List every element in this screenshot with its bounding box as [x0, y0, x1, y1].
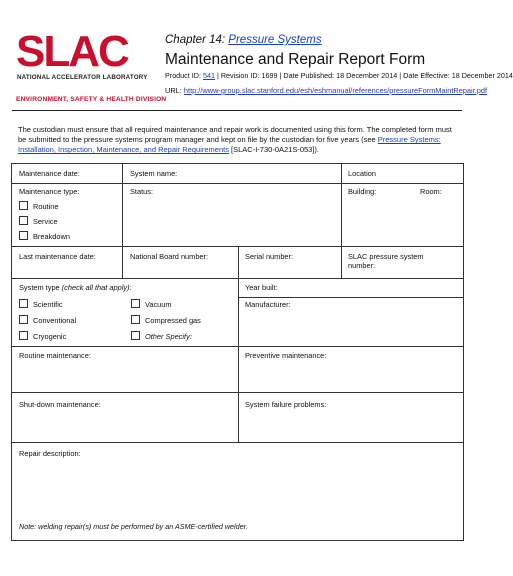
serial-number-label: Serial number:	[245, 252, 294, 261]
system-type-colon: :	[129, 283, 132, 292]
checkbox-label: Service	[33, 217, 58, 226]
url-link[interactable]: http://www-group.slac.stanford.edu/esh/eshmanual/references/pressureFormMaintRepair.pdf	[183, 86, 488, 95]
checkbox-box[interactable]	[19, 315, 28, 324]
checkbox-box[interactable]	[131, 331, 140, 340]
checkbox-label: Breakdown	[33, 232, 70, 241]
chapter-prefix: Chapter 14:	[165, 34, 229, 46]
intro-text-start: The custodian must ensure that all required maintenance and repair work is documented using this form. The completed form must be submitted to the pressure systems program manager and kept on file by the custodian for five years (see	[18, 125, 452, 145]
intro-text-end: [SLAC-I-730-0A21S-053]).	[228, 145, 320, 155]
location-label: Location	[348, 169, 376, 178]
manufacturer-label: Manufacturer:	[245, 300, 291, 309]
chapter-link[interactable]: Pressure Systems	[228, 34, 322, 46]
system-failure-problems-label: System failure problems:	[245, 400, 327, 409]
last-maintenance-date-label: Last maintenance date:	[19, 252, 96, 261]
national-board-number-label: National Board number:	[130, 252, 209, 261]
checkbox-box[interactable]	[131, 315, 140, 324]
system-type-text: System type	[19, 283, 62, 292]
routine-maintenance-label: Routine maintenance:	[19, 351, 91, 360]
type-breakdown-checkbox[interactable]	[19, 231, 70, 242]
form-meta	[165, 71, 513, 80]
system-type-conventional-checkbox[interactable]	[19, 315, 76, 326]
row-divider	[12, 442, 463, 443]
status-label: Status:	[130, 187, 154, 196]
year-built-label: Year built:	[245, 283, 278, 292]
system-type-scientific-checkbox[interactable]	[19, 299, 63, 310]
checkbox-label: Compressed gas	[145, 316, 201, 325]
meta-prefix: Product ID:	[165, 71, 203, 80]
checkbox-box[interactable]	[19, 299, 28, 308]
product-id-link[interactable]: 541	[202, 71, 215, 80]
checkbox-label: Vacuum	[145, 300, 172, 309]
shutdown-maintenance-label: Shut-down maintenance:	[19, 400, 101, 409]
preventive-maintenance-label: Preventive maintenance:	[245, 351, 327, 360]
checkbox-box[interactable]	[19, 216, 28, 225]
checkbox-label: Other Specify:	[145, 332, 192, 341]
logo-subtitle: NATIONAL ACCELERATOR LABORATORY	[17, 74, 148, 81]
column-divider	[238, 246, 239, 278]
meta-details: | Revision ID: 1699 | Date Published: 18 December 2014 | Date Effective: 18 December 2014	[214, 71, 513, 80]
checkbox-box[interactable]	[19, 231, 28, 240]
building-label: Building:	[348, 187, 377, 196]
header-divider	[12, 110, 462, 111]
column-divider	[341, 164, 342, 278]
checkbox-box[interactable]	[131, 299, 140, 308]
checkbox-box[interactable]	[19, 331, 28, 340]
form-title: Maintenance and Repair Report Form	[165, 51, 426, 68]
intro-paragraph	[18, 125, 458, 156]
system-type-label	[19, 283, 132, 292]
requirements-link[interactable]: Pressure Systems: Installation, Inspection, Maintenance, and Repair Requirements	[18, 135, 441, 155]
column-divider	[238, 278, 239, 442]
checkbox-label: Scientific	[33, 300, 63, 309]
cell-divider	[238, 297, 463, 298]
column-divider	[122, 164, 123, 278]
room-label: Room:	[420, 187, 442, 196]
url-label: URL:	[165, 86, 184, 95]
repair-description-label: Repair description:	[19, 449, 81, 458]
division-name: ENVIRONMENT, SAFETY & HEALTH DIVISION	[16, 96, 167, 103]
checkbox-label: Cryogenic	[33, 332, 67, 341]
checkbox-label: Routine	[33, 202, 59, 211]
maintenance-type-label: Maintenance type:	[19, 187, 80, 196]
system-type-other-checkbox[interactable]	[131, 331, 192, 342]
type-service-checkbox[interactable]	[19, 216, 58, 227]
checkbox-label: Conventional	[33, 316, 77, 325]
row-divider	[12, 183, 463, 184]
system-type-hint: (check all that apply)	[61, 283, 130, 292]
slac-logo: SLAC	[16, 27, 128, 76]
system-type-vacuum-checkbox[interactable]	[131, 299, 172, 310]
form-table	[11, 163, 464, 541]
type-routine-checkbox[interactable]	[19, 201, 58, 212]
maintenance-date-label: Maintenance date:	[19, 169, 80, 178]
slac-pressure-system-number-label: SLAC pressure system number:	[348, 252, 424, 271]
form-url	[165, 86, 487, 95]
chapter-heading	[165, 34, 322, 46]
checkbox-box[interactable]	[19, 201, 28, 210]
system-name-label: System name:	[130, 169, 178, 178]
system-type-compressed-gas-checkbox[interactable]	[131, 315, 201, 326]
welding-note: Note: welding repair(s) must be performed by an ASME-certified welder.	[19, 522, 248, 531]
system-type-cryogenic-checkbox[interactable]	[19, 331, 66, 342]
